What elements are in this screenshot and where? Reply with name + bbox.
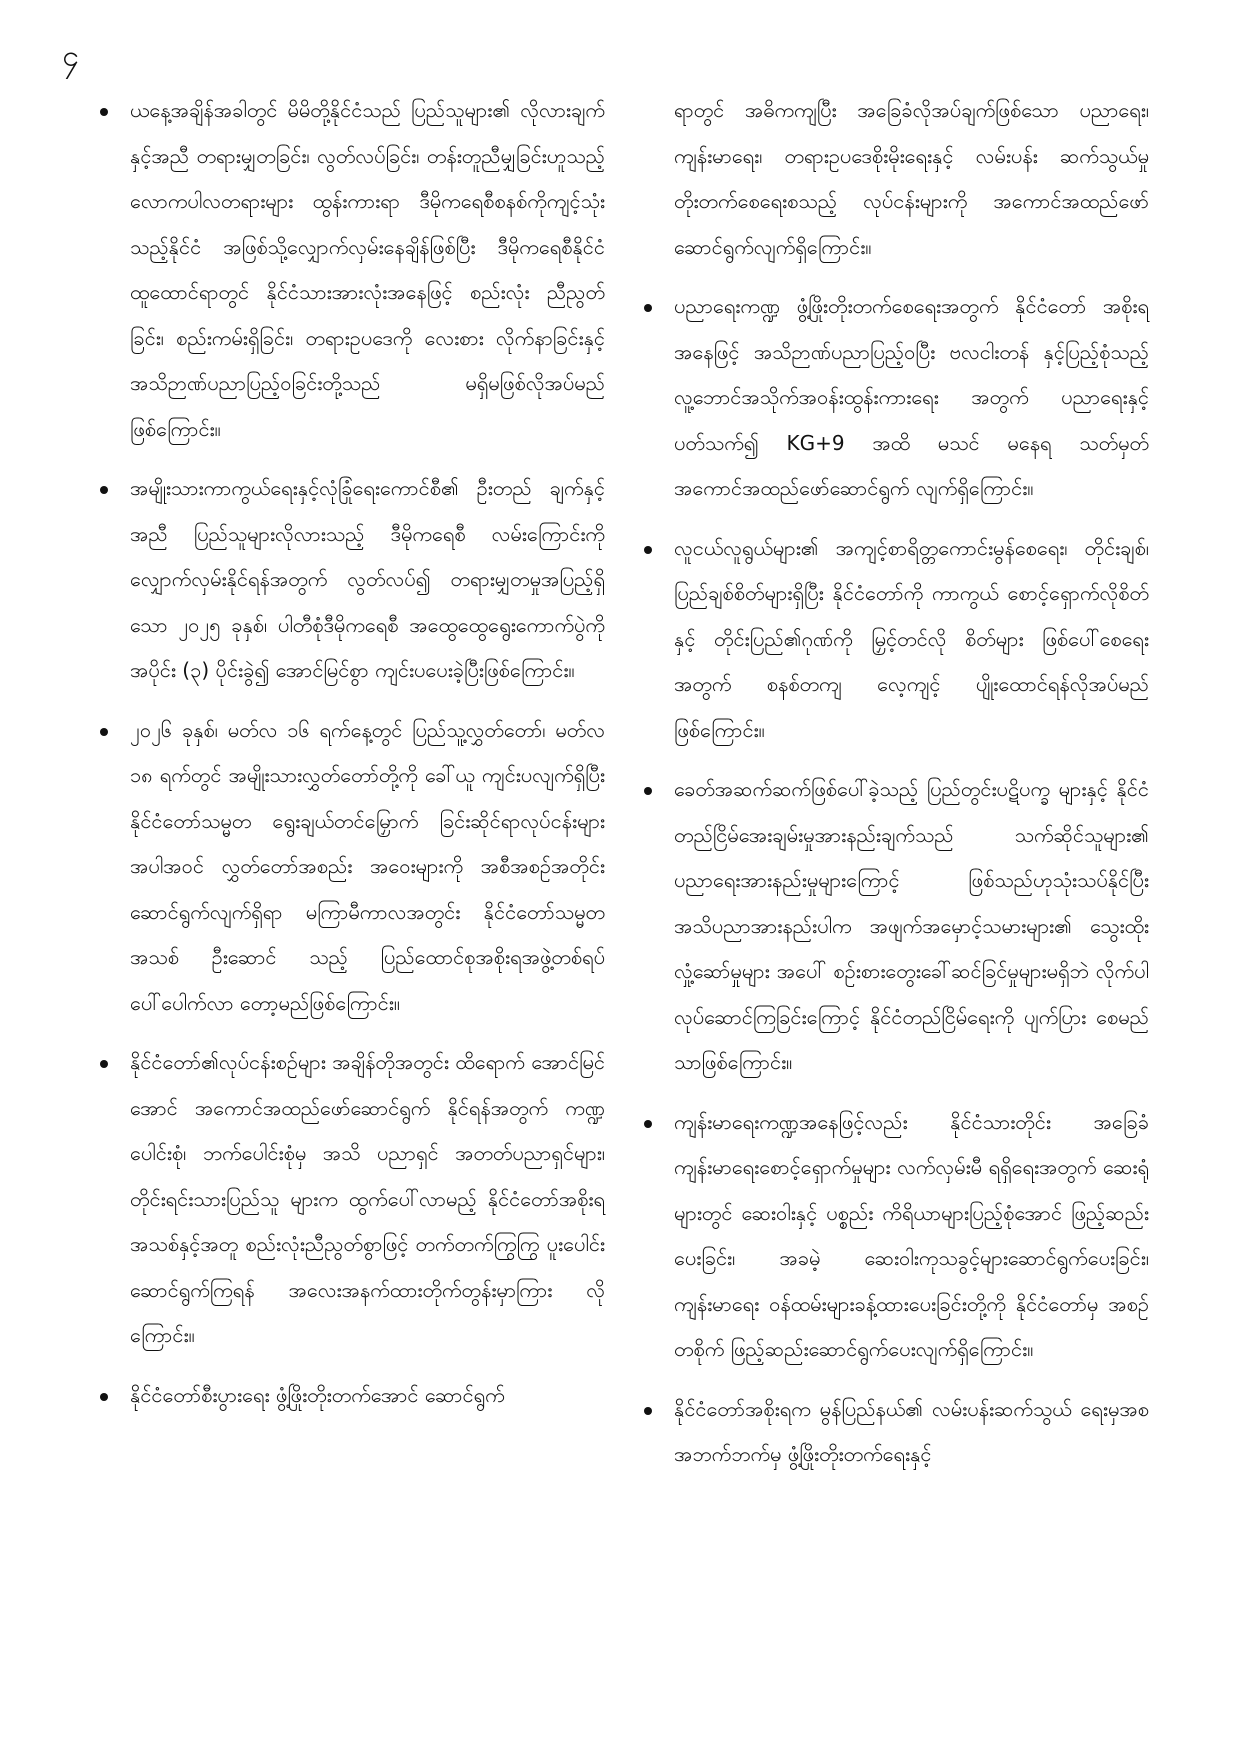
bullet-icon — [644, 1407, 652, 1415]
bullet-icon — [100, 1393, 108, 1401]
bullet-icon — [100, 108, 108, 116]
paragraph-text: ခေတ်အဆက်ဆက်ဖြစ်ပေါ်ခဲ့သည့် ပြည်တွင်းပဋိပက္ခ များနှင့် နိုင်ငံတည်ငြိမ်အေးချမ်းမှုအားနည်းချက်သည် သက်ဆိုင်သူများ၏ ပညာရေးအားနည်းမှုများကြောင့် ဖြစ်သည်ဟုသုံးသပ်နိုင်ပြီး အသိပညာအားနည်းပါက အဖျက်အမှောင့်သမားများ၏ သွေးထိုးလှုံ့ဆော်မှုများ အပေါ် စဉ်းစားတွေးခေါ်ဆင်ခြင်မှုများမရှိဘဲ လိုက်ပါ လုပ်ဆောင်ကြခြင်းကြောင့် နိုင်ငံတည်ငြိမ်ရေးကို ပျက်ပြား စေမည်သာဖြစ်ကြောင်း။ — [674, 777, 1149, 1074]
list-item — [644, 1387, 1149, 1478]
paragraph-text: အမျိုးသားကာကွယ်ရေးနှင့်လုံခြုံရေးကောင်စီ၏ ဦးတည် ချက်နှင့်အညီ ပြည်သူများလိုလားသည့် ဒီမိုကရေစီ လမ်းကြောင်းကိုလျှောက်လှမ်းနိုင်ရန်အတွက် လွတ်လပ်၍ တရားမျှတမှုအပြည့်ရှိသော ၂၀၂၅ ခုနှစ်၊ ပါတီစုံဒီမိုကရေစီ အထွေထွေရွေးကောက်ပွဲကို အပိုင်း (၃) ပိုင်းခွဲ၍ အောင်မြင်စွာ ကျင်းပပေးခဲ့ပြီးဖြစ်ကြောင်း။ — [130, 476, 605, 682]
page-number: ၄ — [62, 39, 79, 74]
list-item — [100, 88, 605, 452]
paragraph-text: နိုင်ငံတော်အစိုးရက မွန်ပြည်နယ်၏ လမ်းပန်းဆက်သွယ် ရေးမှအစ အဘက်ဘက်မှ ဖွံ့ဖြိုးတိုးတက်ရေးနှင့် — [674, 1396, 1149, 1466]
left-column — [100, 88, 605, 1432]
paragraph-text: ကျန်းမာရေးကဏ္ဍအနေဖြင့်လည်း နိုင်ငံသားတိုင်း အခြေခံကျန်းမာရေးစောင့်ရှောက်မှုများ လက်လှမ်းမီ ရရှိရေးအတွက် ဆေးရုံများတွင် ဆေးဝါးနှင့် ပစ္စည်း ကိရိယာများပြည့်စုံအောင် ဖြည့်ဆည်းပေးခြင်း၊ အခမဲ့ ဆေးဝါးကုသခွင့်များဆောင်ရွက်ပေးခြင်း၊ ကျန်းမာရေး ဝန်ထမ်းများခန့်ထားပေးခြင်းတို့ကို နိုင်ငံတော်မှ အစဉ် တစိုက် ဖြည့်ဆည်းဆောင်ရွက်ပေးလျက်ရှိကြောင်း။ — [674, 1109, 1149, 1361]
list-item — [644, 526, 1149, 754]
paragraph-text: ပညာရေးကဏ္ဍ ဖွံ့ဖြိုးတိုးတက်စေရေးအတွက် နိုင်ငံတော် အစိုးရအနေဖြင့် အသိဉာဏ်ပညာပြည့်ဝပြီး ဗလငါးတန် နှင့်ပြည့်စုံသည့် လူ့ဘောင်အသိုက်အဝန်းထွန်းကားရေး အတွက် ပညာရေးနှင့်ပတ်သက်၍ KG+9 အထိ မသင် မနေရ သတ်မှတ်အကောင်အထည်ဖော်ဆောင်ရွက် လျက်ရှိကြောင်း။ — [674, 294, 1149, 500]
bullet-icon — [644, 787, 652, 795]
list-item — [100, 1373, 605, 1419]
bullet-icon — [644, 304, 652, 312]
bullet-icon — [100, 486, 108, 494]
bullet-icon — [100, 1060, 108, 1068]
list-item — [644, 767, 1149, 1086]
paragraph-text: ယနေ့အချိန်အခါတွင် မိမိတို့နိုင်ငံသည် ပြည်သူများ၏ လိုလားချက်နှင့်အညီ တရားမျှတခြင်း၊ လွတ်လပ်ခြင်း၊ တန်းတူညီမျှခြင်းဟူသည့် လောကပါလတရားများ ထွန်းကားရာ ဒီမိုကရေစီစနစ်ကိုကျင့်သုံးသည့်နိုင်ငံ အဖြစ်သို့လျှောက်လှမ်းနေချိန်ဖြစ်ပြီး ဒီမိုကရေစီနိုင်ငံ ထူထောင်ရာတွင် နိုင်ငံသားအားလုံးအနေဖြင့် စည်းလုံး ညီညွတ်ခြင်း၊ စည်းကမ်းရှိခြင်း၊ တရားဥပဒေကို လေးစား လိုက်နာခြင်းနှင့် အသိဉာဏ်ပညာပြည့်ဝခြင်းတို့သည် မရှိမဖြစ်လိုအပ်မည်ဖြစ်ကြောင်း။ — [130, 98, 605, 441]
paragraph-text: ရာတွင် အဓိကကျပြီး အခြေခံလိုအပ်ချက်ဖြစ်သော ပညာရေး၊ ကျန်းမာရေး၊ တရားဥပဒေစိုးမိုးရေးနှင့် လမ်းပန်း ဆက်သွယ်မှုတိုးတက်စေရေးစသည့် လုပ်ငန်းများကို အကောင်အထည်ဖော်ဆောင်ရွက်လျက်ရှိကြောင်း။ — [674, 98, 1149, 259]
paragraph-text: ၂၀၂၆ ခုနှစ်၊ မတ်လ ၁၆ ရက်နေ့တွင် ပြည်သူ့လွှတ်တော်၊ မတ်လ ၁၈ ရက်တွင် အမျိုးသားလွှတ်တော်တို့ကို ခေါ်ယူ ကျင်းပလျက်ရှိပြီး နိုင်ငံတော်သမ္မတ ရွေးချယ်တင်မြှောက် ခြင်းဆိုင်ရာလုပ်ငန်းများအပါအဝင် လွှတ်တော်အစည်း အဝေးများကို အစီအစဉ်အတိုင်း ဆောင်ရွက်လျက်ရှိရာ မကြာမီကာလအတွင်း နိုင်ငံတော်သမ္မတအသစ် ဦးဆောင် သည့် ပြည်ထောင်စုအစိုးရအဖွဲ့တစ်ရပ် ပေါ်ပေါက်လာ တော့မည်ဖြစ်ကြောင်း။ — [130, 717, 605, 1015]
right-column — [644, 88, 1149, 1492]
list-item — [100, 708, 605, 1027]
list-item-continuation — [644, 88, 1149, 270]
list-item — [100, 466, 605, 694]
bullet-icon — [644, 1120, 652, 1128]
list-item — [100, 1040, 605, 1359]
paragraph-text: လူငယ်လူရွယ်များ၏ အကျင့်စာရိတ္တကောင်းမွန်စေရေး၊ တိုင်းချစ်၊ ပြည်ချစ်စိတ်များရှိပြီး နိုင်ငံတော်ကို ကာကွယ် စောင့်ရှောက်လိုစိတ်နှင့် တိုင်းပြည်၏ဂုဏ်ကို မြှင့်တင်လို စိတ်များ ဖြစ်ပေါ်စေရေးအတွက် စနစ်တကျ လေ့ကျင့် ပျိုးထောင်ရန်လိုအပ်မည်ဖြစ်ကြောင်း။ — [674, 535, 1149, 742]
list-item — [644, 1100, 1149, 1373]
bullet-icon — [100, 728, 108, 736]
bullet-icon — [644, 546, 652, 554]
paragraph-text: နိုင်ငံတော်၏လုပ်ငန်းစဉ်များ အချိန်တိုအတွင်း ထိရောက် အောင်မြင်အောင် အကောင်အထည်ဖော်ဆောင်ရွက် နိုင်ရန်အတွက် ကဏ္ဍပေါင်းစုံ၊ ဘက်ပေါင်းစုံမှ အသိ ပညာရှင် အတတ်ပညာရှင်များ၊ တိုင်းရင်းသားပြည်သူ များက ထွက်ပေါ်လာမည့် နိုင်ငံတော်အစိုးရအသစ်နှင့်အတူ စည်းလုံးညီညွတ်စွာဖြင့် တက်တက်ကြွကြွ ပူးပေါင်း ဆောင်ရွက်ကြရန် အလေးအနက်ထားတိုက်တွန်းမှာကြား လိုကြောင်း။ — [130, 1050, 605, 1347]
list-item — [644, 284, 1149, 512]
paragraph-text: နိုင်ငံတော်စီးပွားရေး ဖွံ့ဖြိုးတိုးတက်အောင် ဆောင်ရွက် — [130, 1382, 505, 1407]
